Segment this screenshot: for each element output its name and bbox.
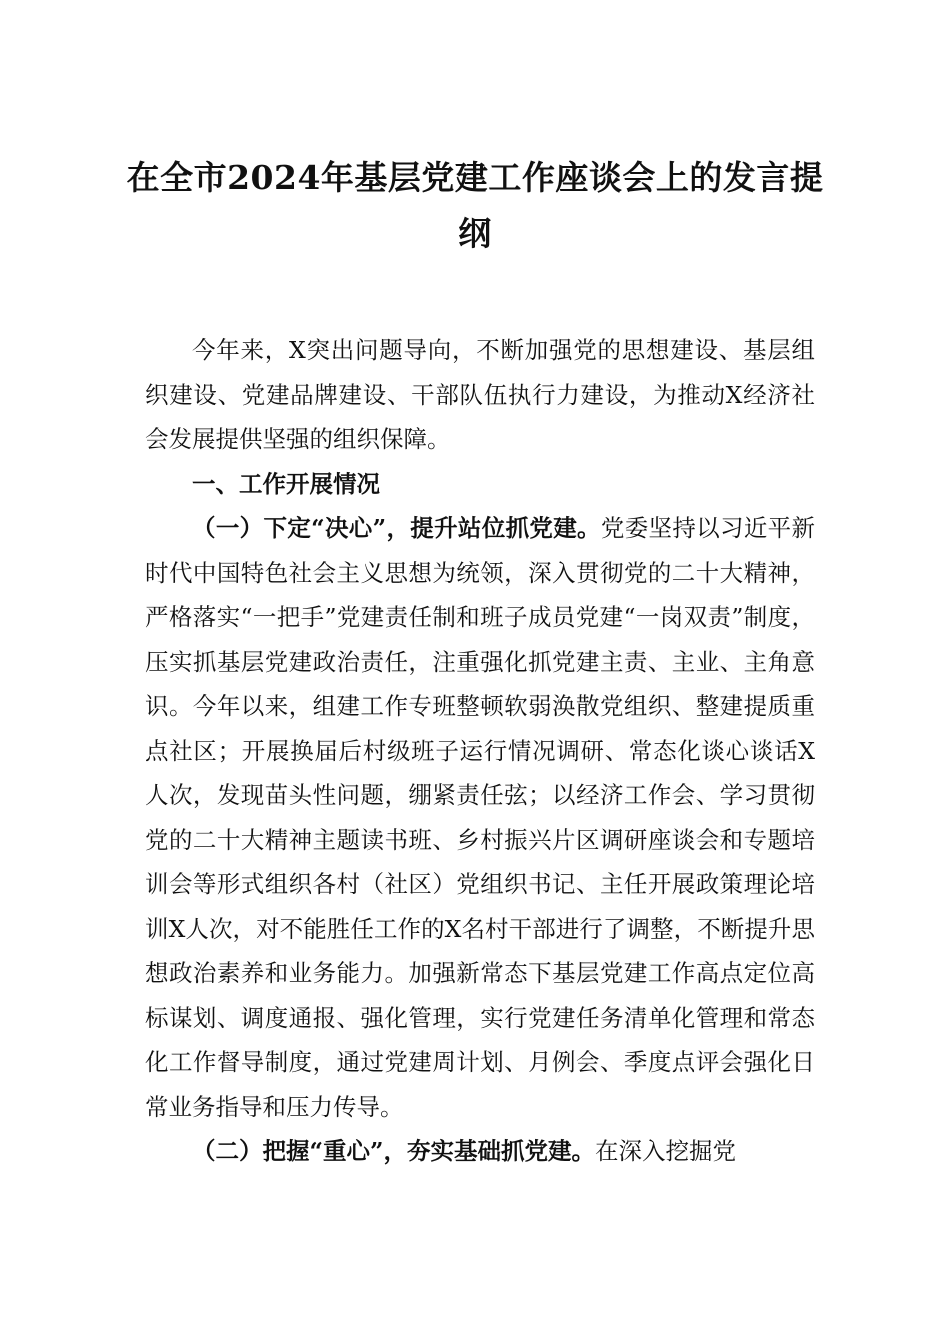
intro-paragraph: 今年来，X突出问题导向，不断加强党的思想建设、基层组织建设、党建品牌建设、干部队伍执行力建设，为推动X经济社会发展提供坚强的组织保障。 bbox=[145, 336, 815, 453]
paragraph-1-body: 党委坚持以习近平新时代中国特色社会主义思想为统领，深入贯彻党的二十大精神，严格落实“一把手”党建责任制和班子成员党建“一岗双责”制度，压实抓基层党建政治责任，注重强化抓党建主责、主业、主角意识。今年以来，组建工作专班整顿软弱涣散党组织、整建提质重点社区；开展换届后村级班子运行情况调研、常态化谈心谈话X人次，发现苗头性问题，绷紧责任弦；以经济工作会、学习贯彻党的二十大精神主题读书班、乡村振兴片区调研座谈会和专题培训会等形式组织各村（社区）党组织书记、主任开展政策理论培训X人次，对不能胜任工作的X名村干部进行了调整，不断提升思想政治素养和业务能力。加强新常态下基层党建工作高点定位高标谋划、调度通报、强化管理，实行党建任务清单化管理和常态化工作督导制度，通过党建周计划、月例会、季度点评会强化日常业务指导和压力传导。 bbox=[145, 514, 815, 1121]
document-title: 在全市2024年基层党建工作座谈会上的发言提纲 bbox=[126, 158, 824, 253]
paragraph-2-body: 在深入挖掘党 bbox=[595, 1137, 737, 1165]
paragraph-1 bbox=[145, 506, 815, 1129]
document-body bbox=[145, 328, 815, 1174]
paragraph-2-lead: （二）把握“重心”，夯实基础抓党建。 bbox=[192, 1137, 596, 1165]
paragraph-1-lead: （一）下定“决心”，提升站位抓党建。 bbox=[192, 514, 601, 542]
section-heading: 一、工作开展情况 bbox=[192, 469, 380, 498]
paragraph-2 bbox=[145, 1129, 815, 1174]
